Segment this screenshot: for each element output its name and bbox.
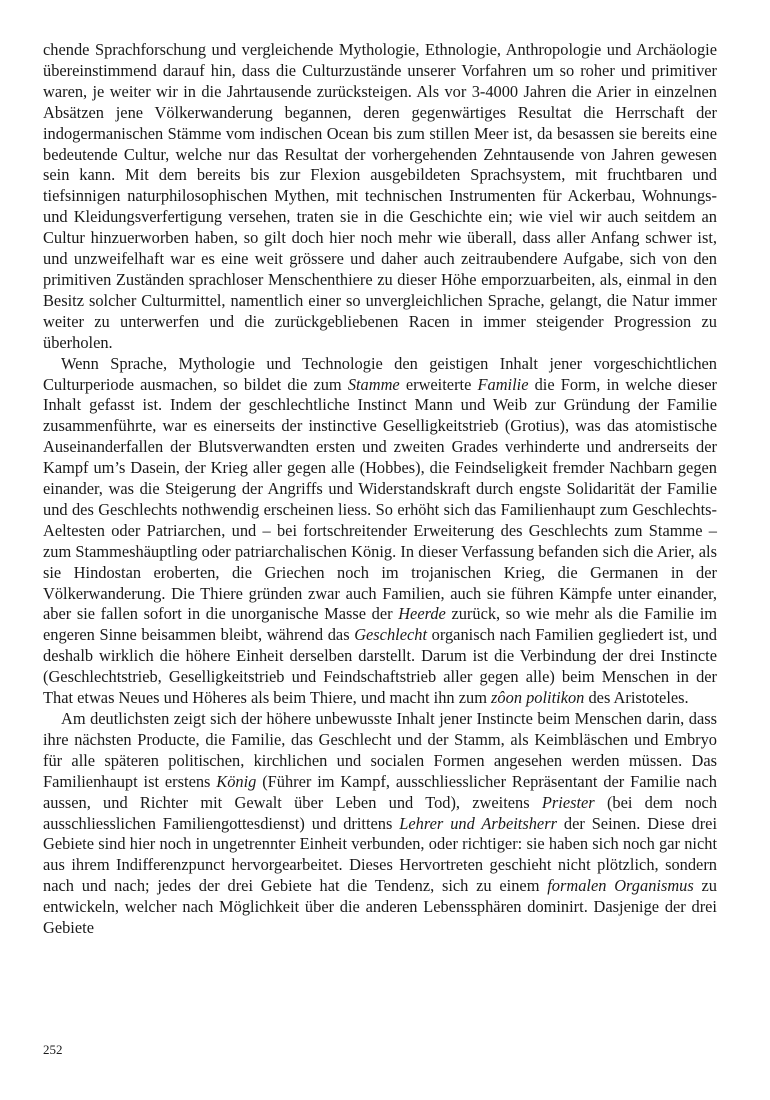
paragraph-2 (43, 354, 717, 709)
italic-run: Stamme (347, 374, 400, 394)
italic-run: Geschlecht (354, 625, 428, 645)
text-run: Am deutlichsten zeigt sich der höhere unbewusste Inhalt jener Instincte beim Menschen darin, dass ihre nächsten Producte, die Familie, das Geschlecht und der Stamm, als Keimbläschen und Embryo für alle späteren politischen, kirchlichen und socialen Formen angesehen werden müssen. Das Familienhaupt ist erstens (43, 709, 717, 791)
italic-run: formalen Organismus (547, 876, 694, 896)
italic-run: Heerde (398, 604, 446, 624)
text-run: chende Sprachforschung und vergleichende Mythologie, Ethnologie, Anthropologie und Archäologie übereinstimmend darauf hin, dass die Culturzustände unserer Vorfahren um so roher und primitiver waren, je weiter wir in die Jahrtausende zurücksteigen. Als vor 3-4000 Jahren die Arier in einzelnen Absätzen jene Völkerwanderung begannen, deren gegenwärtiges Resultat die Herrschaft der indogermanischen Stämme vom indischen Ocean bis zum stillen Meer ist, da besassen sie bereits eine bedeutende Cultur, welche nur das Resultat der vorhergehenden Zehntausende von Jahren gewesen sein kann. Mit dem bereits bis zur Flexion ausgebildeten Sprachsystem, mit fruchtbaren und tiefsinnigen naturphilosophischen Mythen, mit technischen Instrumenten für Ackerbau, Wohnungs- und Kleidungsverfertigung versehen, traten sie in die Geschichte ein; wie viel wir auch seitdem an Cultur hinzuerworben haben, so gilt doch hier noch mehr wie überall, dass aller Anfang schwer ist, und unzweifelhaft war es eine weit grössere und daher auch zeitraubendere Aufgabe, sich von den primitiven Zuständen sprachloser Menschenthiere zu dieser Höhe emporzuarbeiten, als, einmal in den Besitz solcher Culturmittel, namentlich einer so unvergleichlichen Sprache, gelangt, die Natur immer weiter zu unterwerfen und die zurückgebliebenen Racen in immer steigender Progression zu überholen. (43, 40, 717, 352)
page-body (43, 40, 717, 939)
page-number: 252 (43, 1042, 63, 1057)
paragraph-1 (43, 40, 717, 354)
text-run: (bei dem noch ausschliesslichen Familiengottesdienst) und drittens (43, 792, 718, 833)
text-run: der Seinen. Diese drei Gebiete sind hier noch in ungetrennter Einheit verbunden, oder richtiger: sie haben sich noch gar nicht aus ihrem Indifferenzpunct hervorgearbeitet. Dieses Hervortreten geschieht nicht plötzlich, sondern nach und nach; jedes der drei Gebiete hat die Tendenz, sich zu einem (43, 813, 718, 896)
paragraph-3 (43, 709, 717, 939)
italic-run: Familie (477, 374, 529, 394)
italic-run: zôon politikon (491, 688, 585, 708)
text-run: organisch nach Familien gegliedert ist, und deshalb wirklich die höhere Einheit derselben darstellt. Darum ist die Verbindung der drei Instincte (Geschlechtstrieb, Geselligkeitstrieb und Feindschaftstrieb aller gegen alle) beim Menschen in der That etwas Neues und Höheres als beim Thiere, und macht ihn zum (43, 625, 717, 708)
text-run: zurück, so wie mehr als die Familie im engeren Sinne beisammen bleibt, während das (43, 604, 717, 645)
italic-run: Priester (541, 792, 595, 812)
text-run: des Aristoteles. (584, 688, 689, 708)
text-run: Wenn Sprache, Mythologie und Technologie den geistigen Inhalt jener vorgeschichtlichen Culturperiode ausmachen, so bildet die zum (43, 353, 717, 394)
italic-run: König (216, 771, 257, 791)
text-run: die Form, in welche dieser Inhalt gefasst ist. Indem der geschlechtliche Instinct Mann und Weib zur Gründung der Familie zusammenführte, war es einerseits der instinctive Geselligkeitstrieb (Grotius), was das atomistische Auseinanderfallen der Blutsverwandten ersten und zweiten Grades verhinderte und andrerseits der Kampf um’s Dasein, der Krieg aller gegen alle (Hobbes), die Feindseligkeit fremder Nachbarn gegen einander, was die Steigerung der Angriffs und Widerstandskraft durch engste Solidarität der Familie und des Geschlechts nothwendig erscheinen liess. So erhöht sich das Familienhaupt zum Geschlechts-Aeltesten oder Patriarchen, und – bei fortschreitender Erweiterung des Geschlechts zum Stamme – zum Stammeshäuptling oder patriarchalischen König. In dieser Verfassung befanden sich die Arier, als sie Hindostan eroberten, die Griechen noch im trojanischen Krieg, die Germanen in der Völkerwanderung. Die Thiere gründen zwar auch Familien, auch sie führen Kämpfe unter einander, aber sie fallen sofort in die unorganische Masse der (43, 374, 717, 624)
text-run: (Führer im Kampf, ausschliesslicher Repräsentant der Familie nach aussen, und Richter mit Gewalt über Leben und Tod), zweitens (43, 771, 717, 812)
italic-run: Lehrer und Arbeitsherr (399, 813, 557, 833)
text-run: zu entwickeln, welcher nach Möglichkeit über die anderen Lebenssphären dominirt. Dasjenige der drei Gebiete (43, 876, 717, 938)
text-run: erweiterte (399, 374, 478, 394)
